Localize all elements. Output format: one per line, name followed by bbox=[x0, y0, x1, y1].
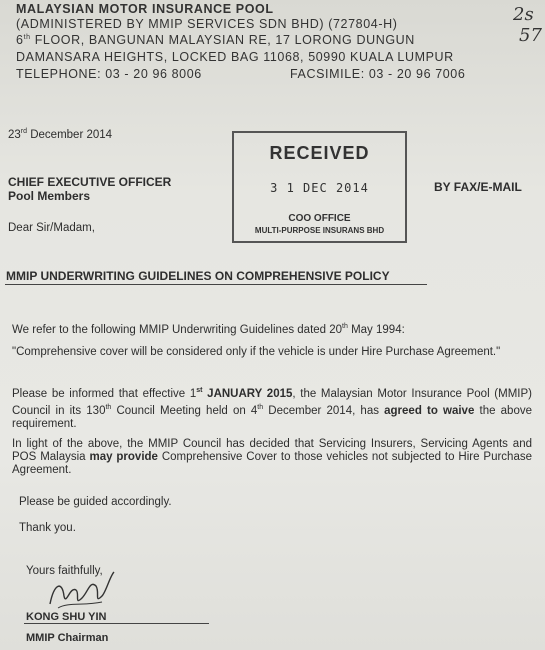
signatory-title: MMIP Chairman bbox=[26, 632, 109, 644]
date-rest: December 2014 bbox=[30, 128, 113, 141]
handwritten-signature bbox=[44, 566, 124, 616]
paragraph-decision bbox=[12, 438, 532, 477]
para2-text-e: the above requirement. bbox=[12, 404, 532, 430]
letterhead-telephone: TELEPHONE: 03 - 20 96 8006 bbox=[16, 67, 202, 81]
para2-sup2: th bbox=[105, 403, 112, 411]
para2-bold-waive: agreed to waive bbox=[384, 404, 475, 417]
para1-sup: th bbox=[342, 323, 348, 330]
quoted-guideline: "Comprehensive cover will be considered only if the vehicle is under Hire Purchase Agreement." bbox=[12, 346, 501, 358]
para1-text-b: May 1994: bbox=[347, 323, 405, 336]
para2-text-d: December 2014, has bbox=[263, 404, 385, 417]
para1-text-a: We refer to the following MMIP Underwriting Guidelines dated 20 bbox=[12, 323, 343, 336]
letterhead-administered: (ADMINISTERED BY MMIP SERVICES SDN BHD) (727804-H) bbox=[16, 17, 398, 31]
signatory-name: KONG SHU YIN bbox=[26, 611, 107, 623]
recipient-line2: Pool Members bbox=[8, 189, 91, 203]
signature-line bbox=[24, 623, 209, 624]
salutation: Dear Sir/Madam, bbox=[8, 222, 95, 234]
margin-note-1: 2s bbox=[513, 4, 534, 25]
para3-text-b: Comprehensive Cover to those vehicles not subjected to Hire Purchase Agreement. bbox=[12, 451, 532, 476]
delivery-method: BY FAX/E-MAIL bbox=[434, 180, 522, 194]
closing-line: Yours faithfully, bbox=[26, 565, 103, 577]
stamp-company: MULTI-PURPOSE INSURANS BHD bbox=[254, 226, 385, 235]
paragraph-effective bbox=[12, 384, 532, 431]
recipient-line1: CHIEF EXECUTIVE OFFICER bbox=[8, 175, 172, 189]
para3-bold: may provide bbox=[89, 451, 158, 463]
thank-you: Thank you. bbox=[19, 522, 76, 534]
date-day: 23 bbox=[8, 128, 21, 141]
subject-line: MMIP UNDERWRITING GUIDELINES ON COMPREHENSIVE POLICY bbox=[6, 269, 390, 283]
letterhead-org: MALAYSIAN MOTOR INSURANCE POOL bbox=[16, 2, 274, 16]
received-stamp bbox=[232, 131, 407, 243]
para2-bold-date: JANUARY 2015 bbox=[202, 387, 293, 400]
date-sup: rd bbox=[20, 128, 28, 135]
letterhead-address-line1 bbox=[16, 33, 415, 47]
para3-text-a: In light of the above, the MMIP Council has decided that Servicing Insurers, Servicing Agents and POS Malaysia bbox=[12, 438, 532, 463]
stamp-office: COO OFFICE bbox=[288, 213, 351, 224]
floor-number: 6 bbox=[16, 33, 24, 47]
subject-underline bbox=[5, 284, 427, 285]
stamp-date: 3 1 DEC 2014 bbox=[270, 181, 369, 195]
para2-sup1: st bbox=[196, 387, 203, 394]
paragraph-guidance: Please be guided accordingly. bbox=[19, 496, 172, 508]
para2-text-c: Council Meeting held on 4 bbox=[111, 404, 258, 417]
para2-text-b: , the Malaysian Motor Insurance Pool (MMIP) Council in its 130 bbox=[12, 387, 532, 417]
stamp-title: RECEIVED bbox=[269, 143, 370, 163]
margin-note-2: 57 bbox=[519, 25, 542, 46]
paragraph-reference bbox=[12, 320, 532, 337]
para2-sup3: th bbox=[257, 403, 264, 411]
letterhead-facsimile: FACSIMILE: 03 - 20 96 7006 bbox=[290, 67, 466, 81]
address-line1-rest: FLOOR, BANGUNAN MALAYSIAN RE, 17 LORONG DUNGUN bbox=[34, 33, 415, 47]
para2-text-a: Please be informed that effective 1 bbox=[12, 387, 197, 400]
floor-sup: th bbox=[23, 33, 31, 41]
letterhead-address-line2: DAMANSARA HEIGHTS, LOCKED BAG 11068, 50990 KUALA LUMPUR bbox=[16, 50, 454, 64]
letter-date bbox=[8, 128, 112, 141]
